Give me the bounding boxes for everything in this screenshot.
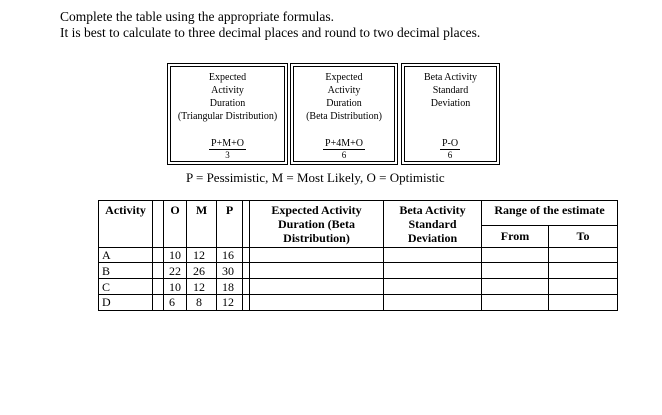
most-likely-cell: 8 [196,295,202,309]
header-standard-deviation [384,203,481,245]
formula-stddev [430,138,470,161]
activity-cell: A [102,248,111,262]
activity-cell: D [102,295,111,309]
formula-beta [305,138,383,161]
most-likely-cell: 12 [193,248,205,262]
formula-numerator: P+M+O [211,138,244,149]
header-line: Expected Activity [271,203,362,217]
formula-triangular [190,138,265,161]
pessimistic-cell: 16 [222,248,234,262]
header-line: Standard [408,217,457,231]
formula-denominator: 3 [225,150,230,160]
optimistic-cell: 10 [169,280,181,294]
optimistic-cell: 10 [169,248,181,262]
formula-numerator: P+4M+O [325,138,363,149]
pessimistic-cell: 18 [222,280,234,294]
formula-heading-line: Duration [209,98,246,109]
formula-heading-line: Beta Activity [423,72,478,83]
formula-heading-line: Standard [432,85,469,96]
formula-denominator: 6 [447,150,453,160]
header-activity: Activity [105,203,146,217]
header-pessimistic: P [225,203,234,217]
header-line: Distribution) [283,231,350,245]
variable-legend: P = Pessimistic, M = Most Likely, O = Optimistic [186,170,445,185]
optimistic-cell: 6 [169,295,175,309]
header-line: Duration (Beta [278,217,355,231]
header-line: Beta Activity [399,203,466,217]
activity-cell: C [102,280,111,294]
formula-heading-line: (Triangular Distribution) [177,111,278,122]
formula-heading-line: Deviation [430,98,471,109]
optimistic-cell: 22 [169,264,181,278]
formula-heading-line: Activity [211,85,244,96]
header-expected-duration [250,203,383,245]
header-most-likely: M [195,203,208,217]
header-optimistic: O [170,203,180,217]
pessimistic-cell: 30 [222,264,234,278]
most-likely-cell: 26 [193,264,205,278]
instruction-line-2: It is best to calculate to three decimal places and round to two decimal places. [60,25,481,40]
formula-heading-line: Expected [325,72,363,83]
formula-heading-line: Duration [326,98,362,109]
most-likely-cell: 12 [193,280,205,294]
formula-numerator: P-O [441,138,459,149]
formula-heading-line: (Beta Distribution) [306,111,382,122]
instruction-line-1: Complete the table using the appropriate formulas. [60,9,335,24]
header-line: Deviation [407,231,458,245]
formula-heading-line: Expected [208,72,247,83]
activity-cell: B [102,264,111,278]
formula-heading-line: Activity [327,85,361,96]
header-range: Range of the estimate [494,203,605,217]
header-to: To [576,229,590,243]
pessimistic-cell: 12 [222,295,234,309]
formula-denominator: 6 [341,150,347,160]
header-from: From [500,229,530,243]
